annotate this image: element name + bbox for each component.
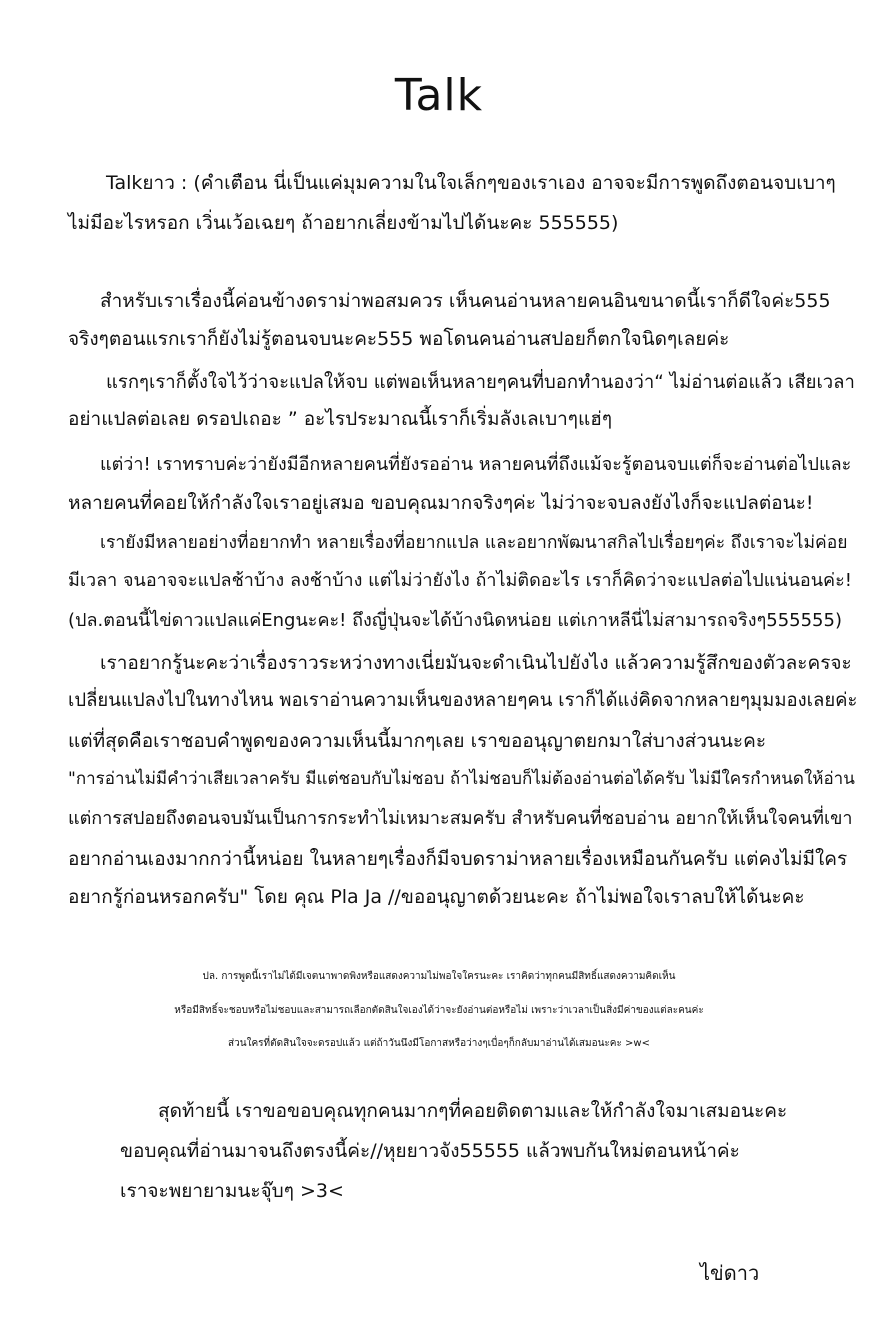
note-line: หรือมีสิทธิ์จะชอบหรือไม่ชอบและสามารถเลือกตัดสินใจเองได้ว่าจะยังอ่านต่อหรือไม่ เพราะว่าเวลาเป็นสิ่งมีค่าของแต่ละคนค่ะ <box>174 1005 704 1016</box>
body-line: (ปล.ตอนนี้ไข่ดาวแปลแค่Engนะคะ! ถึงญี่ปุ่นจะได้บ้างนิดหน่อย แต่เกาหลีนี่ไม่สามารถจริงๆ555555) <box>68 610 842 631</box>
body-line: แรกๆเราก็ตั้งใจไว้ว่าจะแปลให้จบ แต่พอเห็นหลายๆคนที่บอกทำนองว่า“ ไม่อ่านต่อแล้ว เสียเวลา <box>106 372 855 393</box>
quote-line: อยากรู้ก่อนหรอกครับ" โดย คุณ Pla Ja //ขออนุญาตด้วยนะคะ ถ้าไม่พอใจเราลบให้ได้นะคะ <box>68 886 805 908</box>
quote-line: "การอ่านไม่มีคำว่าเสียเวลาครับ มีแต่ชอบกับไม่ชอบ ถ้าไม่ชอบก็ไม่ต้องอ่านต่อได้ครับ ไม่มีใครกำหนดให้อ่าน <box>68 769 855 789</box>
intro-line: Talkยาว : (คำเตือน นี่เป็นแค่มุมความในใจเล็กๆของเราเอง อาจจะมีการพูดถึงตอนจบเบาๆ <box>106 172 836 194</box>
closing-line: เราจะพยายามนะจุ๊บๆ >3< <box>120 1180 344 1202</box>
body-line: แต่ว่า! เราทราบค่ะว่ายังมีอีกหลายคนที่ยังรออ่าน หลายคนที่ถึงแม้จะรู้ตอนจบแต่ก็จะอ่านต่อไปและ <box>100 454 852 475</box>
note-line: ปล. การพูดนี้เราไม่ได้มีเจตนาพาดพิงหรือแสดงความไม่พอใจใครนะคะ เราคิดว่าทุกคนมีสิทธิ์แสดงความคิดเห็น <box>202 971 676 982</box>
quote-line: อยากอ่านเองมากกว่านี้หน่อย ในหลายๆเรื่องก็มีจบดราม่าหลายเรื่องเหมือนกันครับ แต่คงไม่มีใคร <box>68 848 848 870</box>
body-line: สำหรับเราเรื่องนี้ค่อนข้างดราม่าพอสมควร เห็นคนอ่านหลายคนอินขนาดนี้เราก็ดีใจค่ะ555 <box>100 290 831 312</box>
quote-line: แต่การสปอยถึงตอนจบมันเป็นการกระทำไม่เหมาะสมครับ สำหรับคนที่ชอบอ่าน อยากให้เห็นใจคนที่เขา <box>68 808 853 829</box>
closing-line: ขอบคุณที่อ่านมาจนถึงตรงนี้ค่ะ//หุยยาวจัง55555 แล้วพบกันใหม่ตอนหน้าค่ะ <box>120 1140 740 1162</box>
body-line: หลายคนที่คอยให้กำลังใจเราอยู่เสมอ ขอบคุณมากจริงๆค่ะ ไม่ว่าจะจบลงยังไงก็จะแปลต่อนะ! <box>68 492 814 514</box>
closing-line: สุดท้ายนี้ เราขอขอบคุณทุกคนมากๆที่คอยติดตามและให้กำลังใจมาเสมอนะคะ <box>158 1100 788 1122</box>
body-line: แต่ที่สุดคือเราชอบคำพูดของความเห็นนี้มากๆเลย เราขออนุญาตยกมาใส่บางส่วนนะคะ <box>68 730 767 752</box>
intro-line: ไม่มีอะไรหรอก เวิ่นเว้อเฉยๆ ถ้าอยากเลี่ยงข้ามไปได้นะคะ 555555) <box>68 212 619 234</box>
body-line: เราอยากรู้นะคะว่าเรื่องราวระหว่างทางเนี่ยมันจะดำเนินไปยังไง แล้วความรู้สึกของตัวละครจะ <box>100 652 852 674</box>
body-line: เรายังมีหลายอย่างที่อยากทำ หลายเรื่องที่อยากแปล และอยากพัฒนาสกิลไปเรื่อยๆค่ะ ถึงเราจะไม่ค่อย <box>100 533 848 553</box>
body-line: จริงๆตอนแรกเราก็ยังไม่รู้ตอนจบนะคะ555 พอโดนคนอ่านสปอยก็ตกใจนิดๆเลยค่ะ <box>68 328 730 350</box>
note-line: ส่วนใครที่ตัดสินใจจะดรอปแล้ว แต่ถ้าวันนึงมีโอกาสหรือว่างๆเบื่อๆก็กลับมาอ่านได้เสมอนะคะ >w< <box>228 1038 650 1049</box>
signature: ไข่ดาว <box>700 1261 760 1285</box>
page-title: Talk <box>394 70 484 121</box>
body-line: เปลี่ยนแปลงไปในทางไหน พอเราอ่านความเห็นของหลายๆคน เราก็ได้แง่คิดจากหลายๆมุมมองเลยค่ะ <box>68 690 858 711</box>
body-line: มีเวลา จนอาจจะแปลช้าบ้าง ลงช้าบ้าง แต่ไม่ว่ายังไง ถ้าไม่ติดอะไร เราก็คิดว่าจะแปลต่อไปแน่นอนค่ะ! <box>68 570 852 591</box>
body-line: อย่าแปลต่อเลย ดรอปเถอะ ” อะไรประมาณนี้เราก็เริ่มลังเลเบาๆแฮ่ๆ <box>68 408 613 430</box>
